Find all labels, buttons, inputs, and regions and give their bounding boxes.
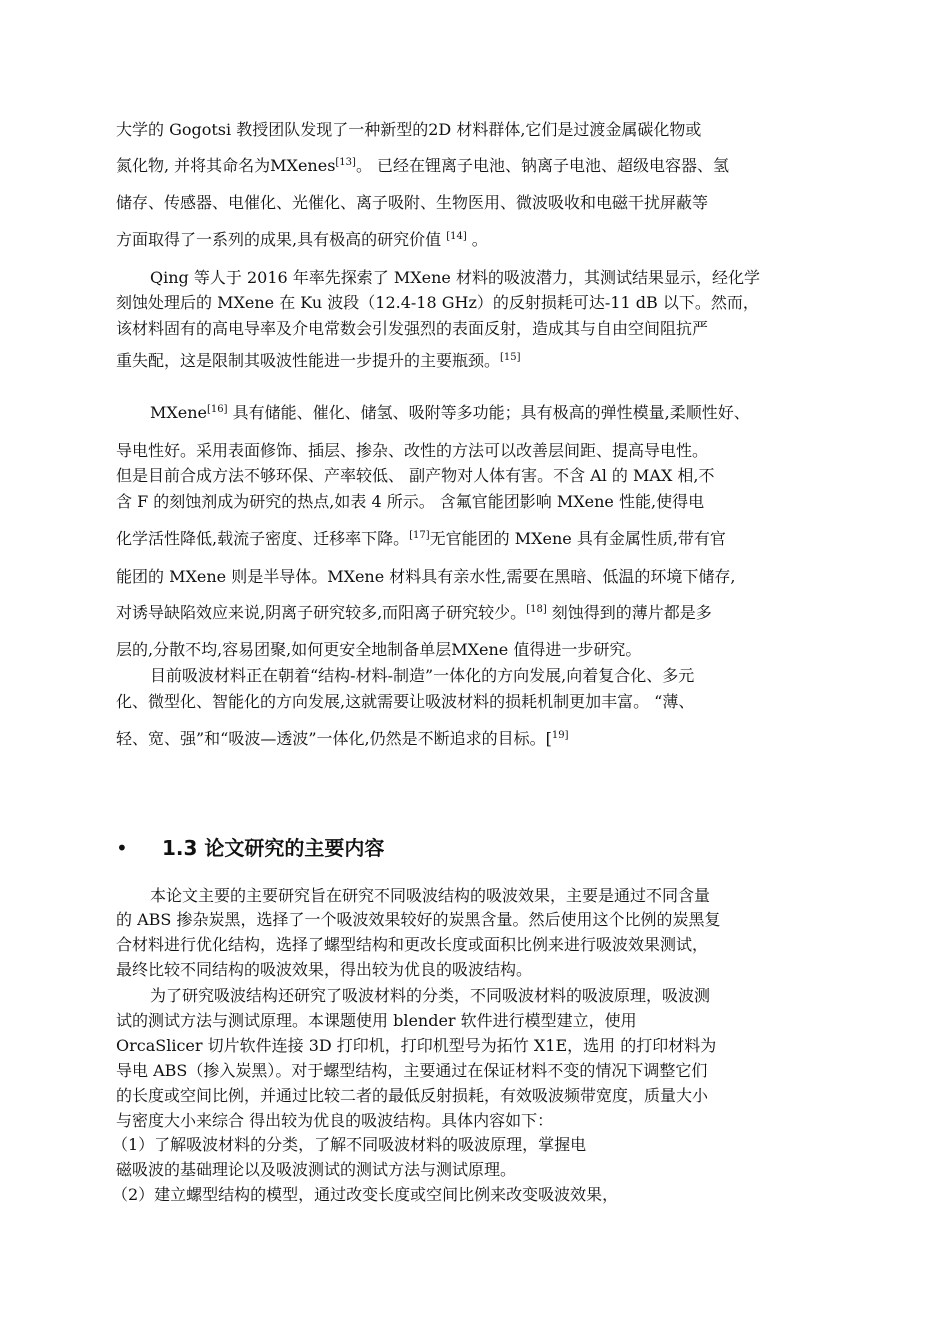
citation-ref: [18]: [526, 604, 547, 615]
text-line-17: [150, 666, 694, 686]
text-segment: 。 已经在锂离子电池、钠离子电池、超级电容器、氢: [355, 156, 730, 175]
text-segment: 试的测试方法与测试原理。本课题使用 blender 软件进行模型建立，使用: [116, 1011, 637, 1030]
text-line-31: [116, 1160, 516, 1180]
text-segment: 具有储能、催化、储氢、吸附等多功能；具有极高的弹性模量,柔顺性好、: [227, 403, 750, 422]
text-segment: 本论文主要的主要研究旨在研究不同吸波结构的吸波效果，主要是通过不同含量: [150, 886, 711, 905]
text-line-18: [116, 692, 694, 712]
text-line-21: [116, 910, 720, 930]
text-segment: 对诱导缺陷效应来说,阴离子研究较多,而阳离子研究较少。: [116, 603, 527, 622]
text-segment: 大学的 Gogotsi 教授团队发现了一种新型的2D 材料群体,它们是过渡金属碳化物或: [116, 120, 702, 139]
text-segment: 氮化物, 并将其命名为MXenes: [116, 156, 336, 175]
text-line-29: [116, 1111, 553, 1131]
text-segment: 合材料进行优化结构，选择了螺型结构和更改长度或面积比例来进行吸波效果测试，: [116, 935, 709, 954]
text-line-9: [150, 403, 750, 423]
text-line-8: [116, 351, 521, 371]
text-line-6: [116, 293, 759, 313]
text-line-14: [116, 567, 735, 587]
text-line-23: [116, 960, 532, 980]
text-segment: 能团的 MXene 则是半导体。MXene 材料具有亲水性,需要在黑暗、低温的环境下储存,: [116, 567, 736, 586]
text-line-19: [116, 729, 569, 749]
citation-ref: [14]: [446, 231, 467, 242]
text-line-32: [112, 1185, 618, 1205]
text-segment: 但是目前合成方法不够环保、产率较低、 副产物对人体有害。不含 Al 的 MAX 相,不: [116, 466, 715, 485]
text-segment: 含 F 的刻蚀剂成为研究的热点,如表 4 所示。 含氟官能团影响 MXene 性能,使得电: [116, 492, 705, 511]
section-heading: [116, 834, 384, 862]
text-line-10: [116, 441, 708, 461]
text-segment: OrcaSlicer 切片软件连接 3D 打印机，打印机型号为拓竹 X1E，选用 的打印材料为: [116, 1036, 717, 1055]
text-line-4: [116, 230, 488, 250]
text-line-30: [112, 1135, 586, 1155]
text-segment: 方面取得了一系列的成果,具有极高的研究价值: [116, 230, 447, 249]
text-segment: MXene: [150, 403, 208, 422]
text-line-25: [116, 1011, 637, 1031]
text-line-5: [150, 268, 760, 288]
bullet-icon: •: [116, 836, 128, 860]
text-segment: 目前吸波材料正在朝着“结构-材料-制造”一体化的方向发展,向着复合化、多元: [150, 666, 695, 685]
text-segment: 的长度或空间比例，并通过比较二者的最低反射损耗，有效吸波频带宽度，质量大小: [116, 1086, 709, 1105]
text-line-20: [150, 886, 710, 906]
text-segment: 磁吸波的基础理论以及吸波测试的测试方法与测试原理。: [116, 1160, 517, 1179]
text-line-7: [116, 319, 708, 339]
text-line-12: [116, 492, 704, 512]
text-segment: 层的,分散不均,容易团聚,如何更安全地制备单层MXene 值得进一步研究。: [116, 640, 642, 659]
text-segment: 化、微型化、智能化的方向发展,这就需要让吸波材料的损耗机制更加丰富。 “薄、: [116, 692, 695, 711]
text-line-2: [116, 156, 729, 176]
text-line-26: [116, 1036, 716, 1056]
citation-ref: [16]: [207, 404, 228, 415]
text-segment: 导电性好。采用表面修饰、插层、掺杂、改性的方法可以改善层间距、提高导电性。: [116, 441, 709, 460]
text-segment: 最终比较不同结构的吸波效果，得出较为优良的吸波结构。: [116, 960, 533, 979]
text-segment: 该材料固有的高电导率及介电常数会引发强烈的表面反射，造成其与自由空间阻抗严: [116, 319, 709, 338]
text-segment: 的 ABS 掺杂炭黑，选择了一个吸波效果较好的炭黑含量。然后使用这个比例的炭黑复: [116, 910, 721, 929]
text-segment: 化学活性降低,载流子密度、迁移率下降。: [116, 529, 410, 548]
text-segment: 轻、宽、强”和“吸波—透波”一体化,仍然是不断追求的目标。[: [116, 729, 552, 748]
text-segment: Qing 等人于 2016 年率先探索了 MXene 材料的吸波潜力，其测试结果显示，经化学: [150, 268, 760, 287]
text-segment: （2）建立螺型结构的模型，通过改变长度或空间比例来改变吸波效果，: [112, 1185, 619, 1204]
text-segment: 导电 ABS（掺入炭黑）。对于螺型结构，主要通过在保证材料不变的情况下调整它们: [116, 1061, 708, 1080]
text-segment: 无官能团的 MXene 具有金属性质,带有官: [429, 529, 726, 548]
text-line-13: [116, 529, 726, 549]
text-segment: 刻蚀处理后的 MXene 在 Ku 波段（12.4-18 GHz）的反射损耗可达-11 dB 以下。然而，: [116, 293, 759, 312]
citation-ref: 19]: [551, 730, 569, 741]
text-line-24: [150, 986, 710, 1006]
text-line-16: [116, 640, 641, 660]
text-line-1: [116, 120, 701, 140]
text-segment: 重失配，这是限制其吸波性能进一步提升的主要瓶颈。: [116, 351, 501, 370]
text-line-3: [116, 193, 708, 213]
text-segment: 为了研究吸波结构还研究了吸波材料的分类，不同吸波材料的吸波原理，吸波测: [150, 986, 711, 1005]
text-segment: 。: [466, 230, 488, 249]
citation-ref: [17]: [409, 530, 430, 541]
citation-ref: [13]: [335, 157, 356, 168]
text-line-15: [116, 603, 712, 623]
text-segment: （1）了解吸波材料的分类，了解不同吸波材料的吸波原理，掌握电: [112, 1135, 587, 1154]
text-line-22: [116, 935, 708, 955]
text-segment: 储存、传感器、电催化、光催化、离子吸附、生物医用、微波吸收和电磁干扰屏蔽等: [116, 193, 709, 212]
section-heading-text: 1.3 论文研究的主要内容: [162, 836, 385, 860]
text-line-27: [116, 1061, 707, 1081]
text-line-11: [116, 466, 715, 486]
text-segment: 刻蚀得到的薄片都是多: [546, 603, 712, 622]
citation-ref: [15]: [500, 352, 521, 363]
text-segment: 与密度大小来综合 得出较为优良的吸波结构。具体内容如下：: [116, 1111, 554, 1130]
text-line-28: [116, 1086, 708, 1106]
